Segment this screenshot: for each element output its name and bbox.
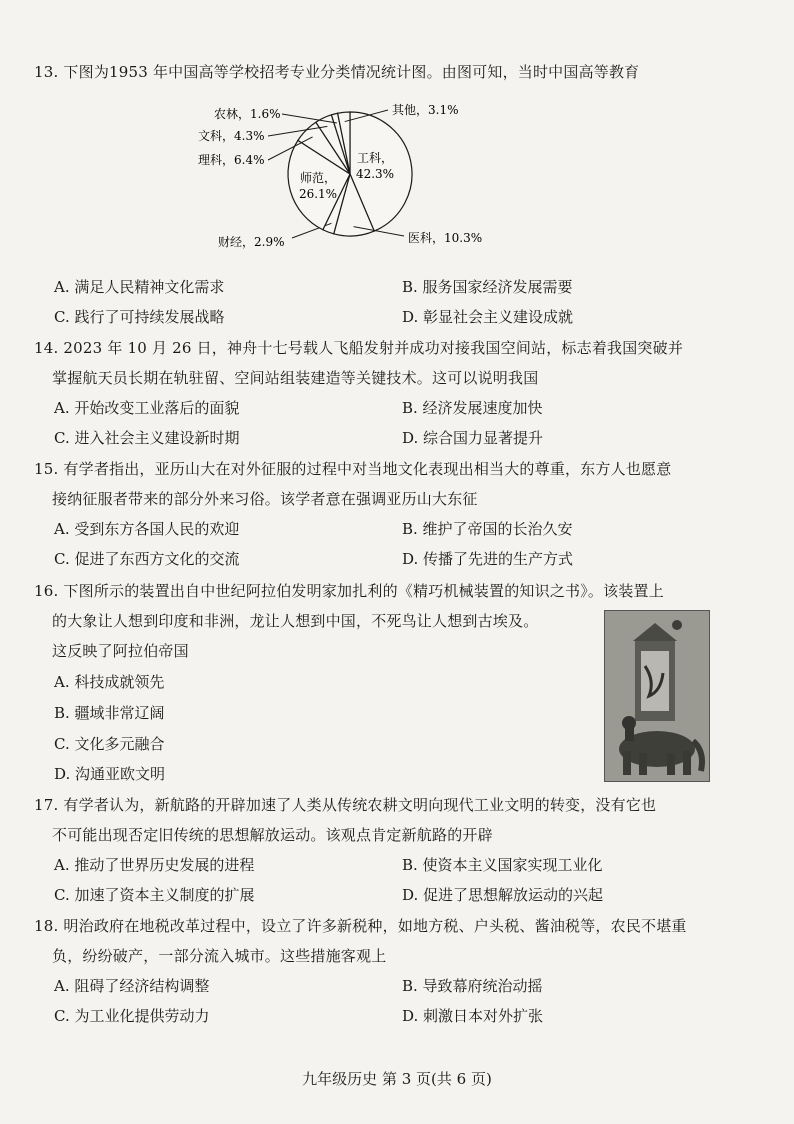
q18-stem-line2: 负，纷纷破产，一部分流入城市。这些措施客观上 xyxy=(52,947,387,965)
q15-option-b[interactable]: B. 维护了帝国的长治久安 xyxy=(402,520,573,538)
pie-label-4: 理科，6.4% xyxy=(198,153,265,167)
pie-label-3-name: 师范， xyxy=(299,171,337,185)
pie-label-7: 其他，3.1% xyxy=(392,103,459,117)
pie-label-1: 医科，10.3% xyxy=(408,231,483,245)
q16-stem-line2: 的大象让人想到印度和非洲，龙让人想到中国，不死鸟让人想到古埃及。 xyxy=(52,612,539,630)
q13-option-b[interactable]: B. 服务国家经济发展需要 xyxy=(402,278,573,296)
pie-label-6: 农林，1.6% xyxy=(214,107,281,121)
q14-option-b[interactable]: B. 经济发展速度加快 xyxy=(402,399,543,417)
q13-option-a[interactable]: A. 满足人民精神文化需求 xyxy=(54,278,225,296)
q18-option-d[interactable]: D. 刺激日本对外扩张 xyxy=(402,1007,544,1025)
q16-stem-line1: 16. 下图所示的装置出自中世纪阿拉伯发明家加扎利的《精巧机械装置的知识之书》。该装置上 xyxy=(34,582,664,600)
q16-option-d[interactable]: D. 沟通亚欧文明 xyxy=(54,765,166,783)
q14-stem-line2: 掌握航天员长期在轨驻留、空间站组装建造等关键技术。这可以说明我国 xyxy=(52,369,539,387)
q17-stem-line1: 17. 有学者认为，新航路的开辟加速了人类从传统农耕文明向现代工业文明的转变，没有它也 xyxy=(34,796,657,814)
q14-stem-line1: 14. 2023 年 10 月 26 日，神舟十七号载人飞船发射并成功对接我国空间站，标志着我国突破并 xyxy=(34,339,684,357)
q18-stem-line1: 18. 明治政府在地税改革过程中，设立了许多新税种，如地方税、户头税、酱油税等，农民不堪重 xyxy=(34,917,687,935)
q15-option-d[interactable]: D. 传播了先进的生产方式 xyxy=(402,550,574,568)
q17-option-a[interactable]: A. 推动了世界历史发展的进程 xyxy=(54,856,255,874)
q13-stem: 13. 下图为1953 年中国高等学校招考专业分类情况统计图。由图可知，当时中国高等教育 xyxy=(34,63,640,81)
pie-label-3-value: 26.1% xyxy=(298,187,338,201)
q14-option-d[interactable]: D. 综合国力显著提升 xyxy=(402,429,544,447)
q17-option-c[interactable]: C. 加速了资本主义制度的扩展 xyxy=(54,886,255,904)
page-footer: 九年级历史 第 3 页(共 6 页) xyxy=(302,1070,492,1088)
q18-option-b[interactable]: B. 导致幕府统治动摇 xyxy=(402,977,543,995)
q16-option-a[interactable]: A. 科技成就领先 xyxy=(54,673,165,691)
q14-option-c[interactable]: C. 进入社会主义建设新时期 xyxy=(54,429,240,447)
q15-option-c[interactable]: C. 促进了东西方文化的交流 xyxy=(54,550,240,568)
q15-stem-line1: 15. 有学者指出，亚历山大在对外征服的过程中对当地文化表现出相当大的尊重，东方人也愿意 xyxy=(34,460,672,478)
pie-label-0-value: 42.3% xyxy=(355,167,395,181)
q16-option-c[interactable]: C. 文化多元融合 xyxy=(54,735,165,753)
q17-option-d[interactable]: D. 促进了思想解放运动的兴起 xyxy=(402,886,604,904)
q18-option-c[interactable]: C. 为工业化提供劳动力 xyxy=(54,1007,210,1025)
q16-option-b[interactable]: B. 疆域非常辽阔 xyxy=(54,704,165,722)
q16-stem-line3: 这反映了阿拉伯帝国 xyxy=(52,642,189,660)
q15-stem-line2: 接纳征服者带来的部分外来习俗。该学者意在强调亚历山大东征 xyxy=(52,490,478,508)
pie-label-5: 文科，4.3% xyxy=(198,129,265,143)
q18-option-a[interactable]: A. 阻碍了经济结构调整 xyxy=(54,977,210,995)
q14-option-a[interactable]: A. 开始改变工业落后的面貌 xyxy=(54,399,240,417)
elephant-clock-illustration xyxy=(604,610,710,782)
q13-option-c[interactable]: C. 践行了可持续发展战略 xyxy=(54,308,225,326)
q17-option-b[interactable]: B. 使资本主义国家实现工业化 xyxy=(402,856,603,874)
pie-label-2: 财经，2.9% xyxy=(218,235,285,249)
q13-option-d[interactable]: D. 彰显社会主义建设成就 xyxy=(402,308,574,326)
q17-stem-line2: 不可能出现否定旧传统的思想解放运动。该观点肯定新航路的开辟 xyxy=(52,826,493,844)
q15-option-a[interactable]: A. 受到东方各国人民的欢迎 xyxy=(54,520,240,538)
pie-label-0-name: 工科， xyxy=(356,151,394,165)
